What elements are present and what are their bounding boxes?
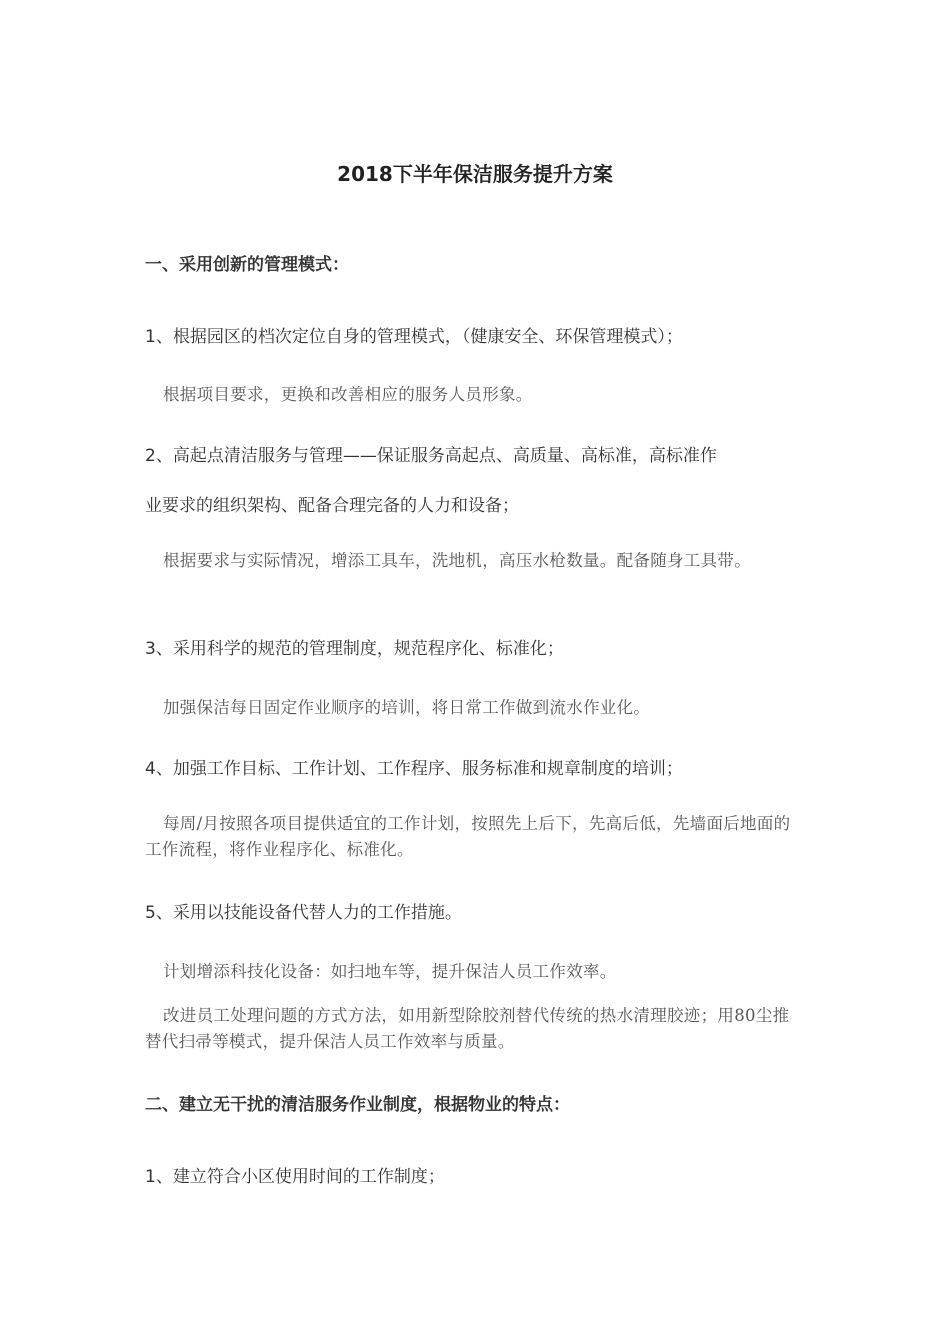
item-5-note-2: 改进员工处理问题的方式方法，如用新型除胶剂替代传统的热水清理胶迹；用80尘推替代扫帚等模式，提升保洁人员工作效率与质量。 (145, 1006, 790, 1051)
item-4-note: 每周/月按照各项目提供适宜的工作计划，按照先上后下，先高后低，先墙面后地面的工作流程，将作业程序化、标准化。 (145, 814, 791, 859)
section-2-item-1: 1、建立符合小区使用时间的工作制度； (145, 1167, 445, 1187)
item-1: 1、根据园区的档次定位自身的管理模式，（健康安全、环保管理模式）； (145, 327, 683, 347)
item-5: 5、采用以技能设备代替人力的工作措施。 (145, 903, 462, 923)
section-heading-1: 一、采用创新的管理模式： (145, 255, 349, 275)
item-3-note: 加强保洁每日固定作业顺序的培训，将日常工作做到流水作业化。 (163, 698, 651, 717)
item-5-note-1: 计划增添科技化设备：如扫地车等，提升保洁人员工作效率。 (163, 962, 617, 981)
item-3: 3、采用科学的规范的管理制度，规范程序化、标准化； (145, 639, 564, 659)
item-4: 4、加强工作目标、工作计划、工作程序、服务标准和规章制度的培训； (145, 759, 683, 779)
document-title: 2018下半年保洁服务提升方案 (337, 162, 613, 186)
item-2-line-1: 2、高起点清洁服务与管理——保证服务高起点、高质量、高标准，高标准作 (145, 446, 717, 466)
item-1-note: 根据项目要求，更换和改善相应的服务人员形象。 (163, 385, 533, 404)
item-2-line-2: 业要求的组织架构、配备合理完备的人力和设备； (145, 496, 519, 516)
section-heading-2: 二、建立无干扰的清洁服务作业制度，根据物业的特点： (145, 1095, 570, 1115)
item-2-note: 根据要求与实际情况，增添工具车，洗地机，高压水枪数量。配备随身工具带。 (163, 551, 751, 570)
